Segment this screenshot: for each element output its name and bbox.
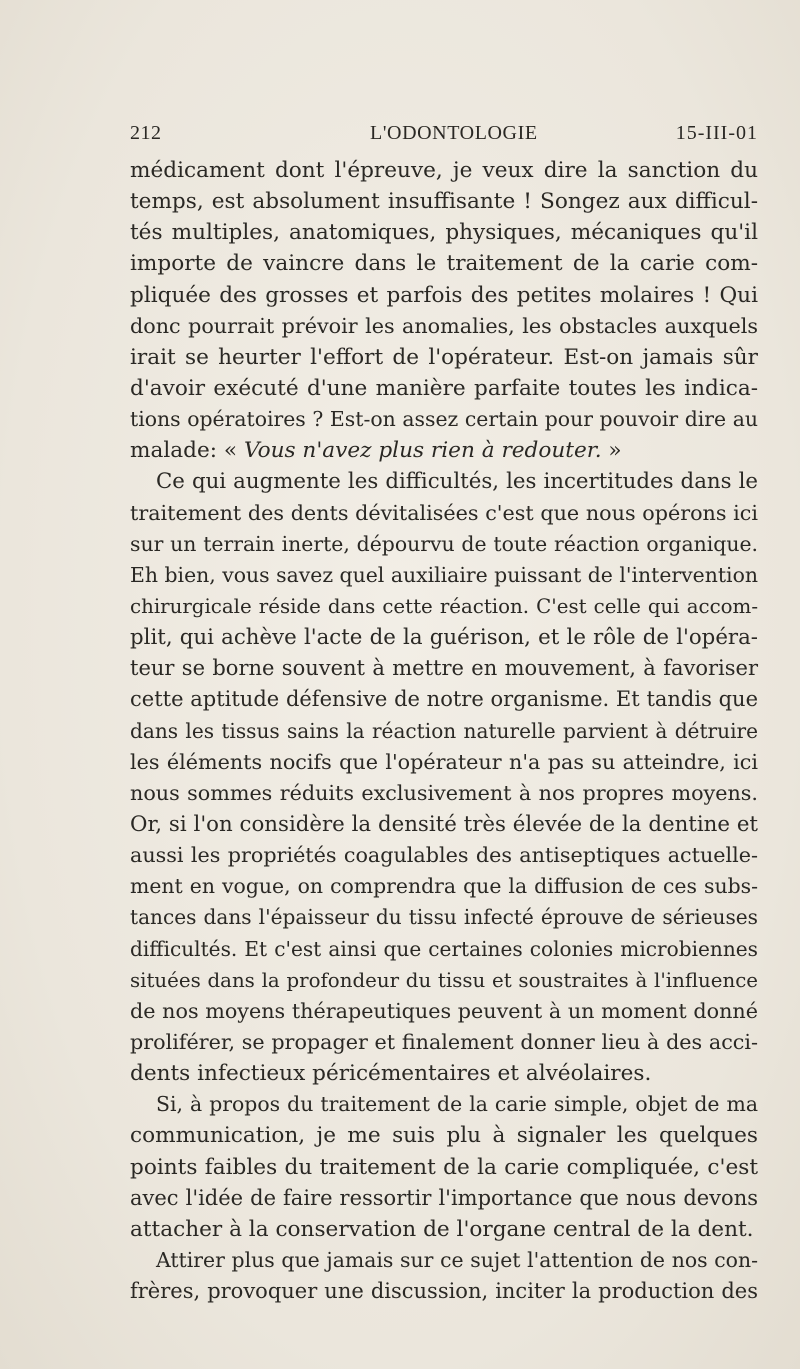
text-line: temps, est absolument insuffisante ! Songez aux difficul- bbox=[130, 189, 758, 215]
text-line: plit, qui achève l'acte de la guérison, et le rôle de l'opéra- bbox=[130, 625, 758, 651]
quote-italic: Vous n'avez plus rien à redouter. bbox=[243, 438, 602, 464]
text-line-quote bbox=[130, 435, 758, 466]
body-text bbox=[130, 155, 758, 1307]
text-line: tés multiples, anatomiques, physiques, mécaniques qu'il bbox=[130, 220, 758, 246]
text-line: pliquée des grosses et parfois des petites molaires ! Qui bbox=[130, 282, 758, 308]
text-line: de nos moyens thérapeutiques peuvent à un moment donné bbox=[130, 998, 758, 1023]
text-line: situées dans la profondeur du tissu et soustraites à l'influence bbox=[130, 968, 758, 992]
text-line: points faibles du traitement de la carie compliquée, c'est bbox=[130, 1154, 758, 1180]
running-header bbox=[130, 122, 758, 150]
text-line: proliférer, se propager et finalement donner lieu à des acci- bbox=[130, 1029, 758, 1054]
paragraph-start-line: Si, à propos du traitement de la carie simple, objet de ma bbox=[156, 1092, 758, 1117]
text-line: Or, si l'on considère la densité très élevée de la dentine et bbox=[130, 811, 758, 837]
issue-date: 15-III-01 bbox=[675, 122, 758, 144]
text-line: tances dans l'épaisseur du tissu infecté éprouve de sérieuses bbox=[130, 905, 758, 930]
text-line: ment en vogue, on comprendra que la diffusion de ces subs- bbox=[130, 874, 758, 899]
text-line: nous sommes réduits exclusivement à nos propres moyens. bbox=[130, 780, 758, 805]
journal-title: L'ODONTOLOGIE bbox=[370, 122, 538, 144]
text-line: importe de vaincre dans le traitement de la carie com- bbox=[130, 251, 758, 277]
text-line: traitement des dents dévitalisées c'est que nous opérons ici bbox=[130, 500, 758, 525]
text-line: chirurgicale réside dans cette réaction. C'est celle qui accom- bbox=[130, 594, 758, 618]
text-line: teur se borne souvent à mettre en mouvement, à favoriser bbox=[130, 656, 758, 681]
text-line: tions opératoires ? Est-on assez certain pour pouvoir dire au bbox=[130, 407, 758, 432]
text-line: d'avoir exécuté d'une manière parfaite toutes les indica- bbox=[130, 375, 758, 401]
text-line: difficultés. Et c'est ainsi que certaines colonies microbiennes bbox=[130, 936, 758, 961]
text-line: cette aptitude défensive de notre organisme. Et tandis que bbox=[130, 687, 758, 712]
text-line: aussi les propriétés coagulables des antiseptiques actuelle- bbox=[130, 843, 758, 868]
text-line: sur un terrain inerte, dépourvu de toute réaction organique. bbox=[130, 531, 758, 556]
page-number: 212 bbox=[130, 122, 162, 144]
paragraph-start-line: Attirer plus que jamais sur ce sujet l'attention de nos con- bbox=[156, 1247, 758, 1272]
text-line: irait se heurter l'effort de l'opérateur. Est-on jamais sûr bbox=[130, 344, 758, 370]
text-line: médicament dont l'épreuve, je veux dire la sanction du bbox=[130, 158, 758, 183]
text-line: attacher à la conservation de l'organe central de la dent. bbox=[130, 1216, 754, 1242]
paragraph-start-line: Ce qui augmente les difficultés, les incertitudes dans le bbox=[156, 469, 758, 495]
text-line: frères, provoquer une discussion, inciter la production des bbox=[130, 1279, 758, 1304]
text-line: les éléments nocifs que l'opérateur n'a pas su atteindre, ici bbox=[130, 749, 758, 774]
quote-close: » bbox=[601, 438, 622, 464]
text-line: Eh bien, vous savez quel auxiliaire puissant de l'intervention bbox=[130, 562, 758, 587]
text-line: avec l'idée de faire ressortir l'importance que nous devons bbox=[130, 1185, 758, 1210]
text-line: donc pourrait prévoir les anomalies, les obstacles auxquels bbox=[130, 313, 758, 338]
text-line: dans les tissus sains la réaction naturelle parvient à détruire bbox=[130, 718, 758, 743]
quote-lead: malade: « bbox=[130, 438, 244, 464]
text-line: communication, je me suis plu à signaler les quelques bbox=[130, 1123, 758, 1149]
text-line: dents infectieux péricémentaires et alvéolaires. bbox=[130, 1061, 652, 1087]
